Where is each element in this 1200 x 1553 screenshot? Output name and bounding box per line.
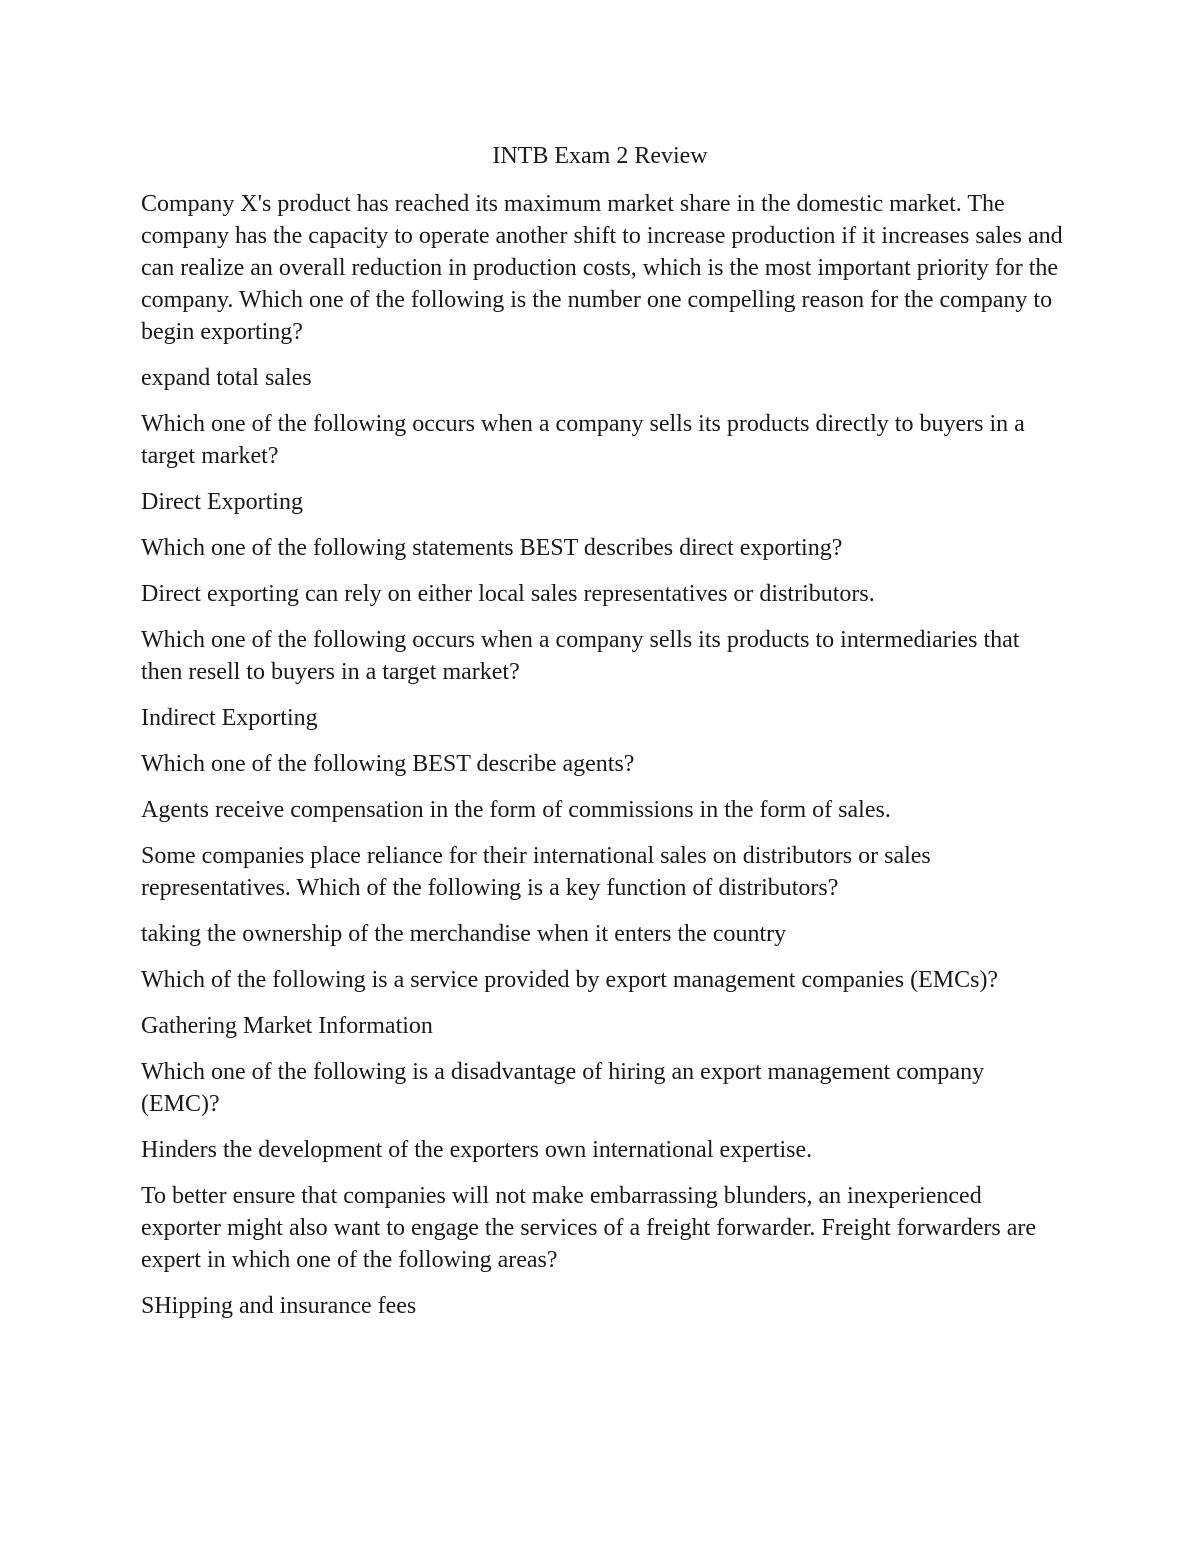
answer-4: Indirect Exporting [141,705,318,731]
answer-1: expand total sales [141,365,312,391]
document-title: INTB Exam 2 Review [492,143,708,169]
answer-2: Direct Exporting [141,489,303,515]
answer-3: Direct exporting can rely on either local sales representatives or distributors. [141,581,875,607]
question-2: Which one of the following occurs when a company sells its products directly to buyers in a target market? [141,411,1025,469]
answer-8: Hinders the development of the exporters own international expertise. [141,1137,813,1163]
question-6: Some companies place reliance for their international sales on distributors or sales representatives. Which of the following is a key function of distributors? [141,843,931,901]
answer-6: taking the ownership of the merchandise when it enters the country [141,921,787,947]
question-4: Which one of the following occurs when a company sells its products to intermediaries that then resell to buyers in a target market? [141,627,1020,685]
question-8: Which one of the following is a disadvantage of hiring an export management company (EMC)? [141,1059,985,1117]
answer-5: Agents receive compensation in the form of commissions in the form of sales. [141,797,891,823]
answer-9: SHipping and insurance fees [141,1293,417,1319]
question-5: Which one of the following BEST describe agents? [141,751,635,777]
document-body [141,188,1066,1336]
answer-7: Gathering Market Information [141,1013,433,1039]
question-9: To better ensure that companies will not make embarrassing blunders, an inexperienced exporter might also want to engage the services of a freight forwarder. Freight forwarders are expert in which one of the following areas? [141,1183,1036,1273]
question-3: Which one of the following statements BEST describes direct exporting? [141,535,843,561]
question-7: Which of the following is a service provided by export management companies (EMCs)? [141,967,999,993]
question-1: Company X's product has reached its maximum market share in the domestic market. The company has the capacity to operate another shift to increase production if it increases sales and can realize an overall reduction in production costs, which is the most important priority for the company. Which one of the following is the number one compelling reason for the company to begin exporting? [141,191,1063,345]
